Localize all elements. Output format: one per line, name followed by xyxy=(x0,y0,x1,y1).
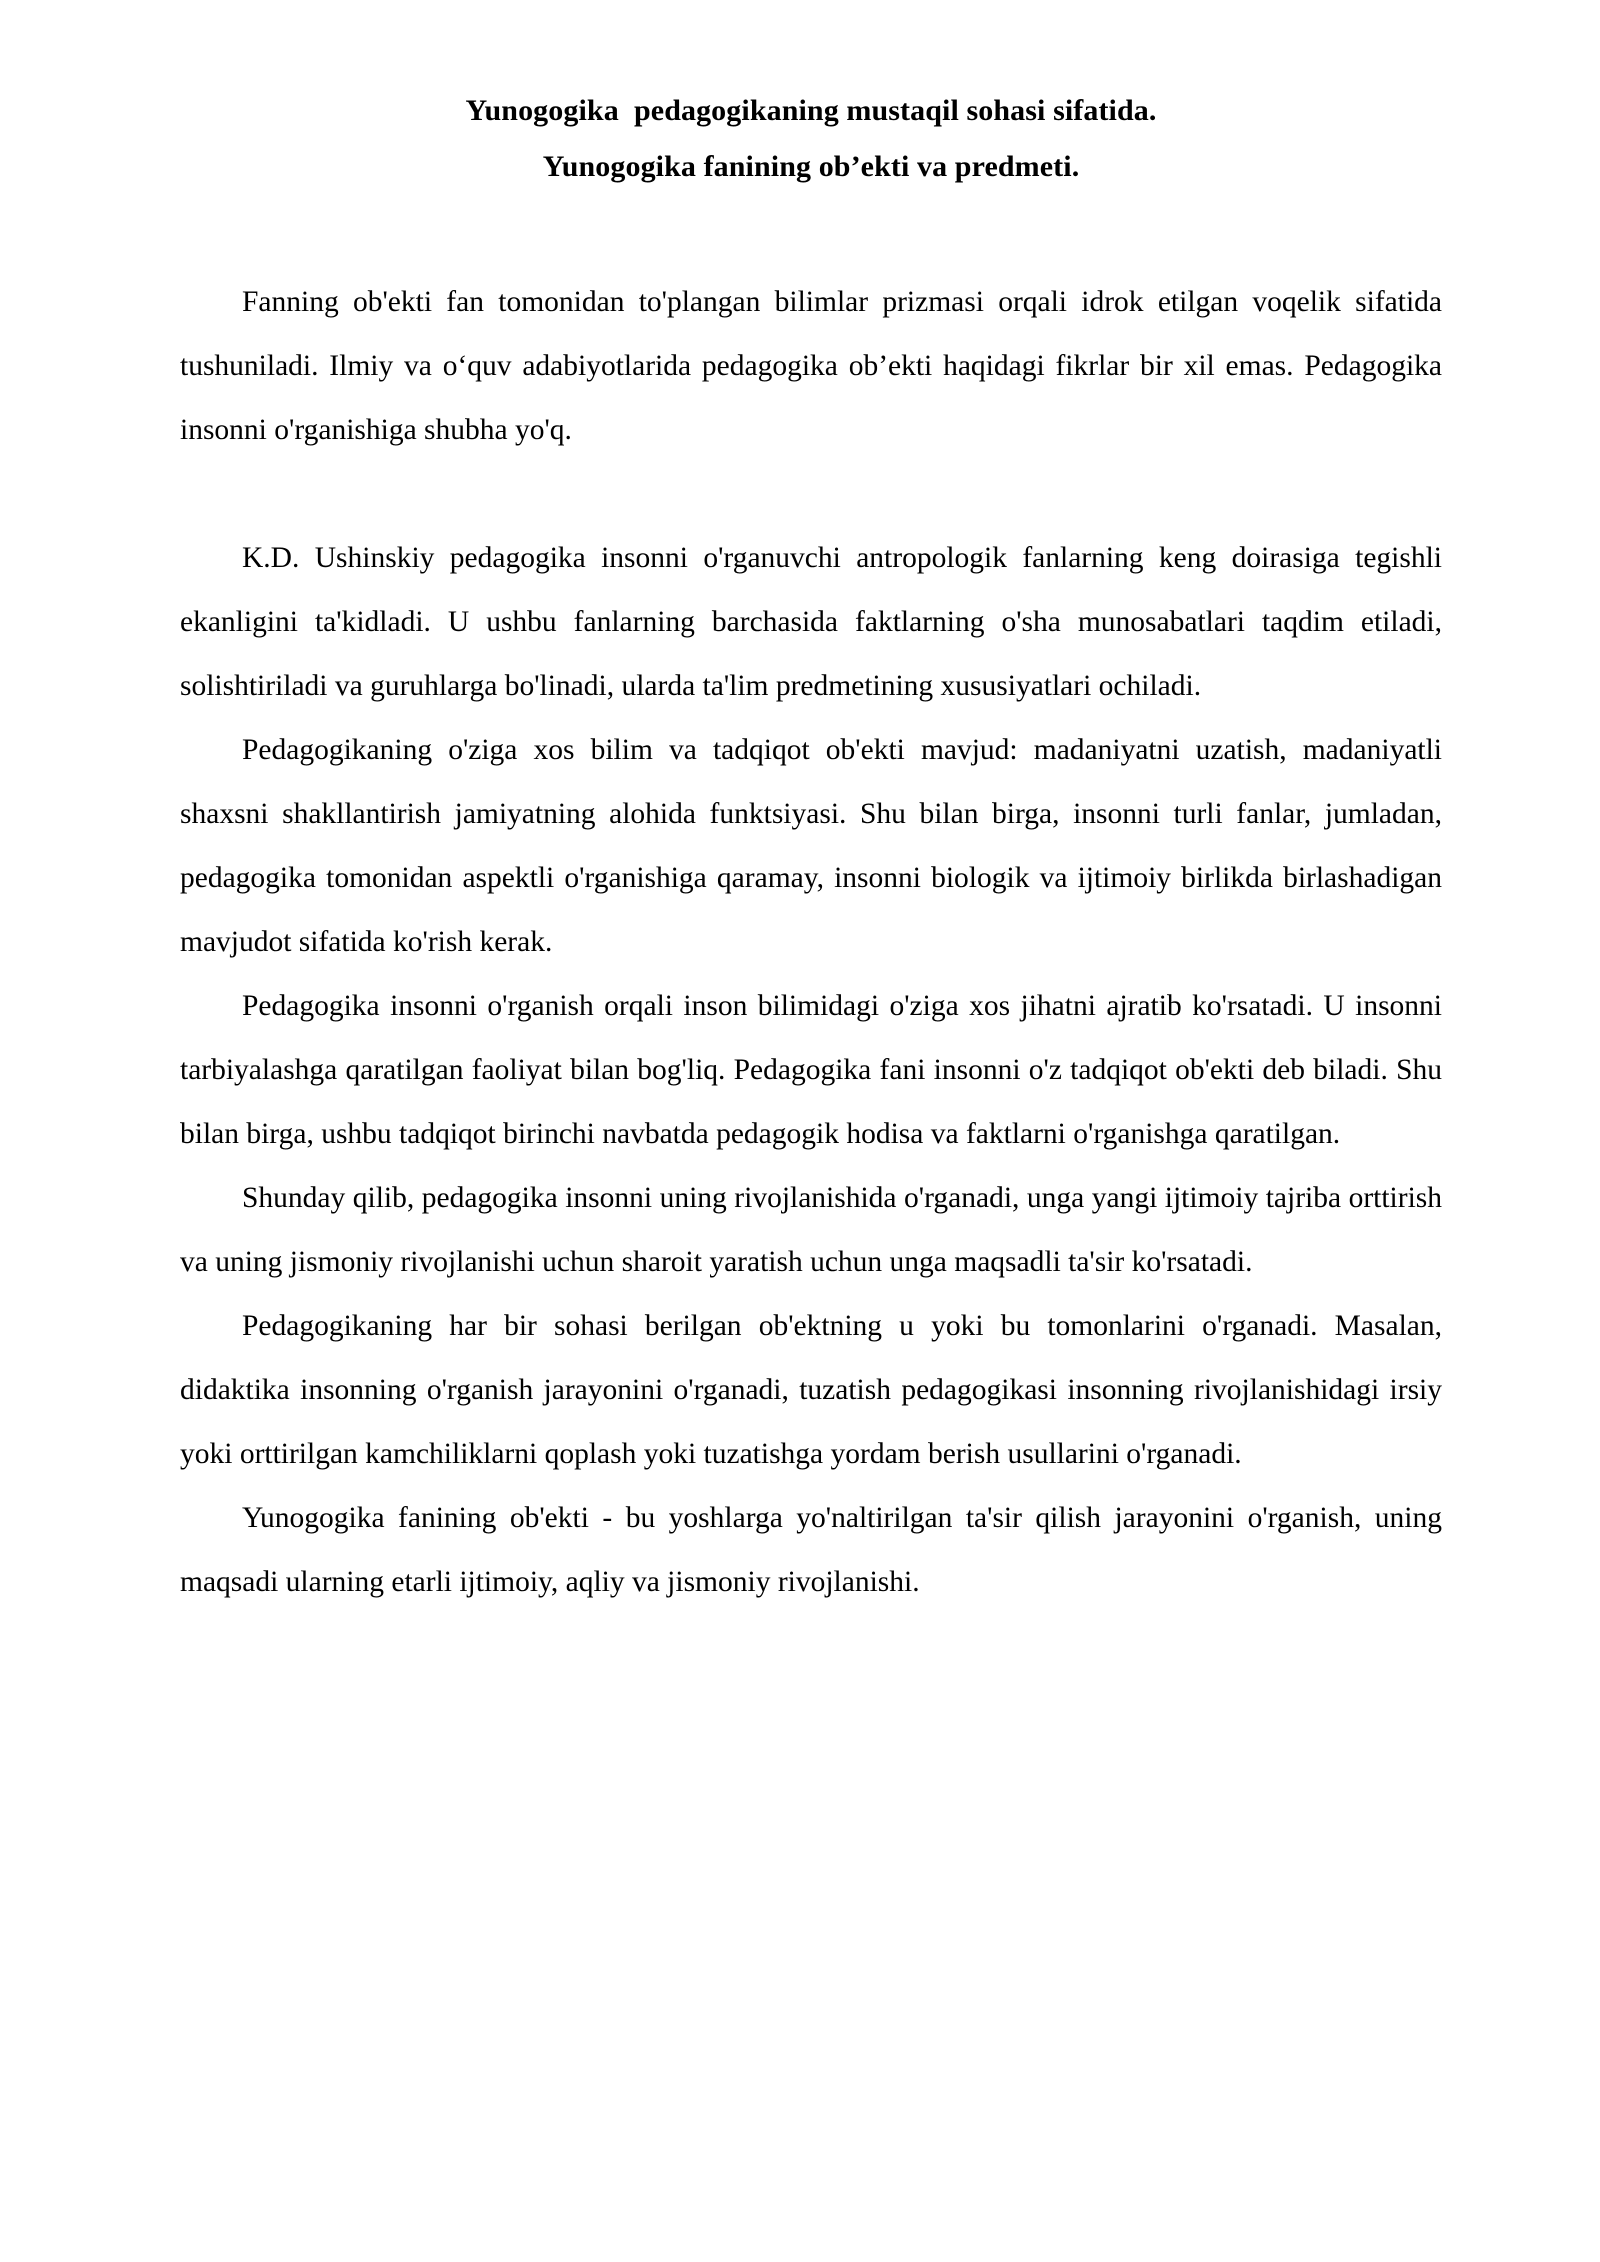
title-block xyxy=(180,0,1442,194)
paragraph-7: Yunogogika fanining ob'ekti - bu yoshlarga yo'naltirilgan ta'sir qilish jarayonini o'rganish, uning maqsadi ularning etarli ijtimoiy, aqliy va jismoniy rivojlanishi. xyxy=(180,1502,1442,1598)
paragraph-3: Pedagogikaning o'ziga xos bilim va tadqiqot ob'ekti mavjud: madaniyatni uzatish, madaniyatli shaxsni shakllantirish jamiyatning alohida funktsiyasi. Shu bilan birga, insonni turli fanlar, jumladan, pedagogika tomonidan aspektli o'rganishiga qaramay, insonni biologik va ijtimoiy birlikda birlashadigan mavjudot sifatida ko'rish kerak. xyxy=(180,734,1442,958)
page-subtitle: Yunogogika fanining ob’ekti va predmeti. xyxy=(542,150,1080,183)
paragraph-6: Pedagogikaning har bir sohasi berilgan ob'ektning u yoki bu tomonlarini o'rganadi. Masalan, didaktika insonning o'rganish jarayonini o'rganadi, tuzatish pedagogikasi insonning rivojlanishidagi irsiy yoki orttirilgan kamchiliklarni qoplash yoki tuzatishga yordam berish usullarini o'rganadi. xyxy=(180,1310,1442,1470)
paragraph-4: Pedagogika insonni o'rganish orqali inson bilimidagi o'ziga xos jihatni ajratib ko'rsatadi. U insonni tarbiyalashga qaratilgan faoliyat bilan bog'liq. Pedagogika fani insonni o'z tadqiqot ob'ekti deb biladi. Shu bilan birga, ushbu tadqiqot birinchi navbatda pedagogik hodisa va faktlarni o'rganishga qaratilgan. xyxy=(180,990,1442,1150)
document-content xyxy=(180,0,1442,1614)
page-title: Yunogogika pedagogikaning mustaqil sohasi sifatida. xyxy=(465,94,1157,127)
paragraph-5: Shunday qilib, pedagogika insonni uning rivojlanishida o'rganadi, unga yangi ijtimoiy tajriba orttirish va uning jismoniy rivojlanishi uchun sharoit yaratish uchun unga maqsadli ta'sir ko'rsatadi. xyxy=(180,1182,1442,1278)
paragraph-2: K.D. Ushinskiy pedagogika insonni o'rganuvchi antropologik fanlarning keng doirasiga tegishli ekanligini ta'kidladi. U ushbu fanlarning barchasida faktlarning o'sha munosabatlari taqdim etiladi, solishtiriladi va guruhlarga bo'linadi, ularda ta'lim predmetining xususiyatlari ochiladi. xyxy=(180,542,1442,702)
paragraph-1: Fanning ob'ekti fan tomonidan to'plangan bilimlar prizmasi orqali idrok etilgan voqelik sifatida tushuniladi. Ilmiy va o‘quv adabiyotlarida pedagogika ob’ekti haqidagi fikrlar bir xil emas. Pedagogika insonni o'rganishiga shubha yo'q. xyxy=(180,286,1442,446)
document-body xyxy=(180,270,1442,1614)
